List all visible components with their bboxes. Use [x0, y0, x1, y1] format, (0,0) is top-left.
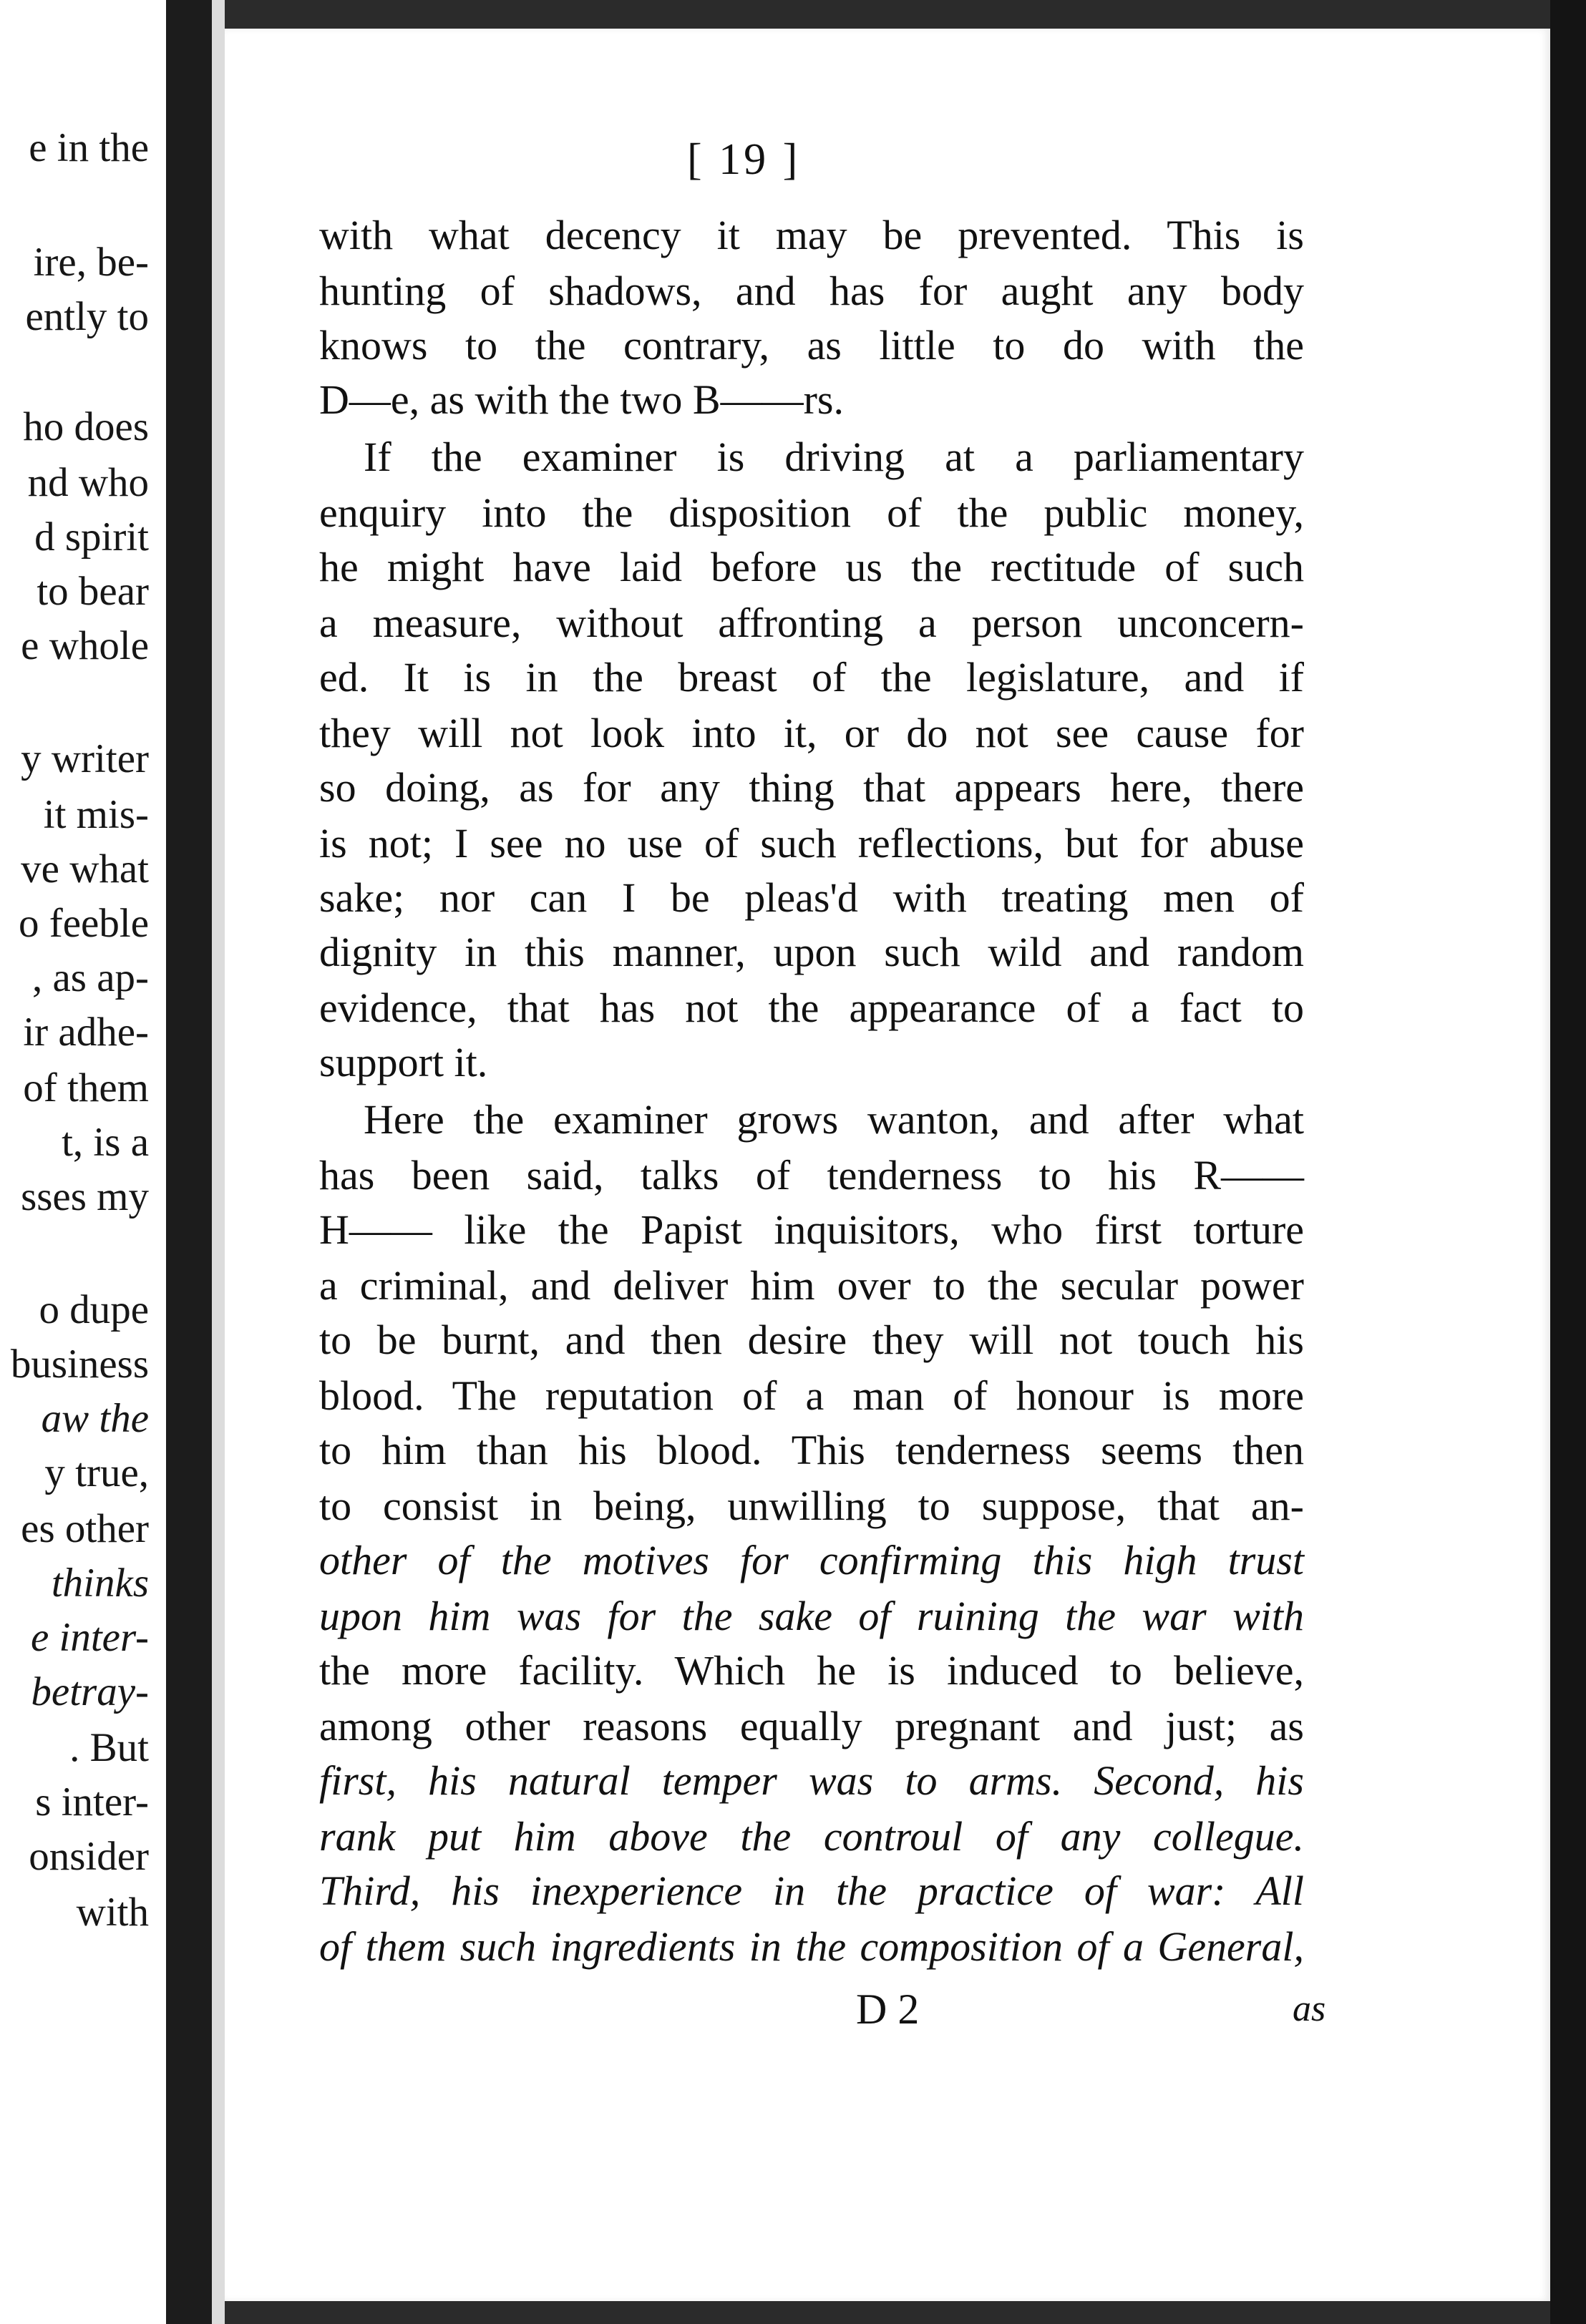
- page-number-header: [ 19 ]: [687, 135, 801, 184]
- left-page-line: it mis-: [43, 792, 149, 837]
- body-line: blood. The reputation of a man of honour is more: [319, 1372, 1304, 1419]
- body-line: If the examiner is driving at a parliamentary: [364, 434, 1304, 480]
- left-page-line: , as ap-: [31, 955, 149, 1000]
- body-line: of them such ingredients in the composition of a General,: [319, 1923, 1304, 1970]
- left-page-line: s inter-: [35, 1779, 149, 1825]
- body-line: upon him was for the sake of ruining the war with: [319, 1593, 1304, 1639]
- body-line: a measure, without affronting a person unconcern-: [319, 600, 1304, 646]
- body-line: first, his natural temper was to arms. Second, his: [319, 1757, 1304, 1804]
- body-line: H—— like the Papist inquisitors, who first torture: [319, 1206, 1304, 1253]
- body-line: to be burnt, and then desire they will not touch his: [319, 1317, 1304, 1363]
- left-page-line: ir adhe-: [23, 1010, 149, 1055]
- left-page-line: o feeble: [19, 901, 149, 946]
- left-page-line: aw the: [41, 1396, 149, 1441]
- left-page-line: e in the: [29, 125, 149, 170]
- body-line: is not; I see no use of such reflections, but for abuse: [319, 820, 1304, 866]
- left-page-line: ently to: [25, 294, 149, 339]
- body-line: evidence, that has not the appearance of a fact to: [319, 985, 1304, 1031]
- left-page-line: business: [10, 1342, 149, 1387]
- signature-mark: D 2: [856, 1986, 920, 2033]
- left-page-line: e whole: [21, 623, 149, 668]
- body-line: he might have laid before us the rectitude of such: [319, 544, 1304, 590]
- left-page-line: betray-: [31, 1669, 149, 1714]
- body-line: so doing, as for any thing that appears here, there: [319, 764, 1304, 811]
- body-line: D—e, as with the two B——rs.: [319, 376, 844, 423]
- body-line: a criminal, and deliver him over to the secular power: [319, 1262, 1304, 1309]
- body-line: other of the motives for confirming this high trust: [319, 1537, 1304, 1583]
- left-page-line: of them: [23, 1065, 149, 1110]
- left-page-line: nd who: [27, 460, 149, 505]
- catchword: as: [1293, 1988, 1326, 2029]
- left-page-line: with: [76, 1890, 149, 1935]
- body-line: sake; nor can I be pleas'd with treating men of: [319, 874, 1304, 921]
- body-line: Here the examiner grows wanton, and after what: [364, 1096, 1304, 1143]
- left-page-line: ve what: [21, 846, 149, 892]
- left-page-line: o dupe: [39, 1287, 149, 1332]
- body-line: the more facility. Which he is induced to believe,: [319, 1647, 1304, 1694]
- body-line: dignity in this manner, upon such wild and random: [319, 929, 1304, 975]
- left-page-line: e inter-: [30, 1615, 149, 1660]
- body-line: ed. It is in the breast of the legislature, and if: [319, 654, 1304, 700]
- left-page-line: ire, be-: [33, 240, 149, 285]
- left-page-line: y true,: [44, 1450, 149, 1495]
- body-line: has been said, talks of tenderness to his R——: [319, 1152, 1304, 1198]
- body-line: among other reasons equally pregnant and just; as: [319, 1703, 1304, 1749]
- gutter-edge: [212, 0, 225, 2324]
- left-page-line: sses my: [21, 1174, 149, 1219]
- left-page-line: t, is a: [62, 1120, 149, 1165]
- body-line: to consist in being, unwilling to suppose, that an-: [319, 1483, 1304, 1529]
- body-line: hunting of shadows, and has for aught any body: [319, 268, 1304, 314]
- body-line: rank put him above the controul of any collegue.: [319, 1813, 1304, 1860]
- body-line: support it.: [319, 1039, 488, 1085]
- left-page-line: d spirit: [34, 514, 149, 560]
- left-page-line: to bear: [37, 569, 149, 614]
- left-page-line: ho does: [23, 404, 149, 449]
- left-page-line: es other: [21, 1506, 149, 1551]
- left-page-line: onsider: [29, 1834, 149, 1879]
- page-fore-edge: [1550, 0, 1586, 2324]
- left-page-fragment: [0, 0, 166, 2324]
- body-line: they will not look into it, or do not see cause for: [319, 710, 1304, 756]
- body-line: with what decency it may be prevented. This is: [319, 212, 1304, 258]
- left-page-line: . But: [69, 1725, 149, 1770]
- body-line: enquiry into the disposition of the public money,: [319, 489, 1304, 536]
- left-page-line: thinks: [51, 1561, 149, 1606]
- body-line: to him than his blood. This tenderness seems then: [319, 1427, 1304, 1473]
- left-page-line: y writer: [21, 736, 149, 781]
- body-line: knows to the contrary, as little to do with the: [319, 322, 1304, 368]
- body-line: Third, his inexperience in the practice of war: All: [319, 1868, 1304, 1914]
